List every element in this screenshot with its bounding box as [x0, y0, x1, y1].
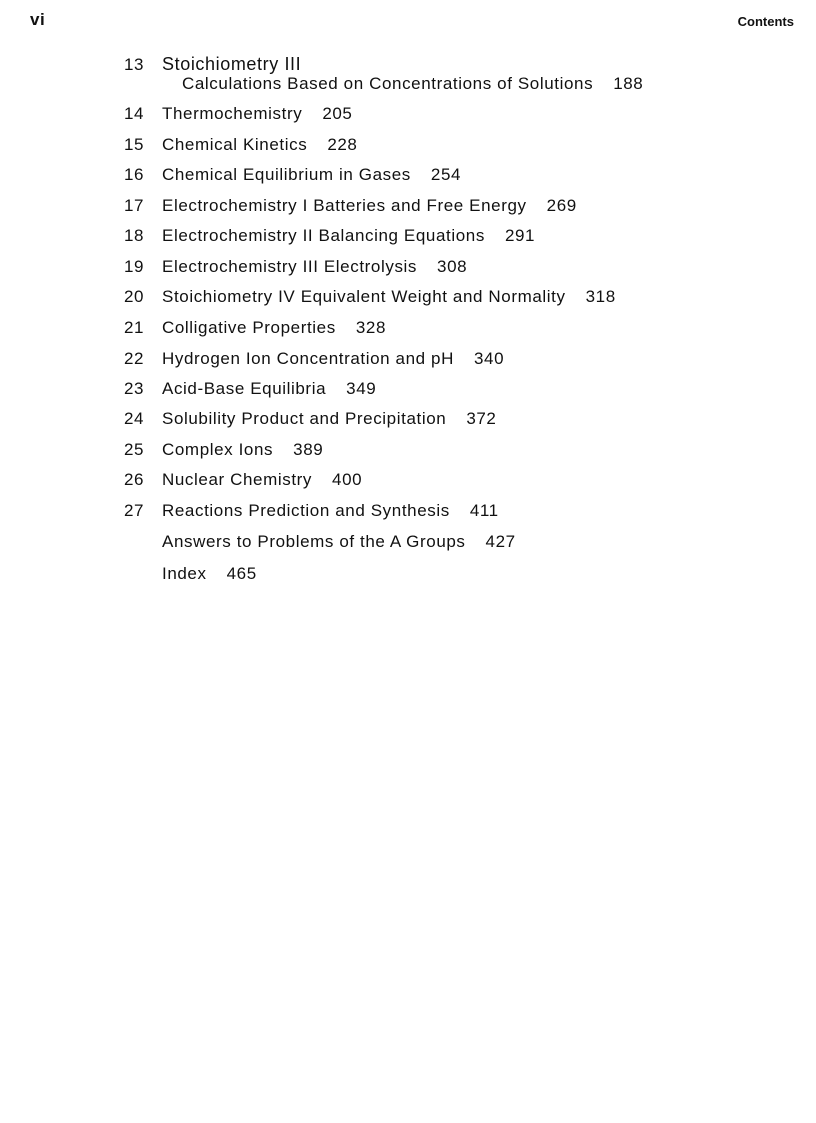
chapter-number: 18 [124, 226, 145, 245]
toc-entry-15 [124, 135, 357, 155]
page-number: 427 [485, 532, 516, 551]
toc-entry-17 [124, 196, 577, 216]
chapter-title: Reactions Prediction and Synthesis [162, 501, 450, 520]
back-matter-title: Answers to Problems of the A Groups [162, 532, 466, 551]
chapter-title: Colligative Properties [162, 318, 336, 337]
page-number: 269 [546, 196, 577, 215]
toc-entry-16 [124, 165, 461, 185]
chapter-title: Stoichiometry III [162, 54, 302, 74]
running-head: Contents [737, 14, 794, 29]
page-number: 328 [355, 318, 387, 337]
toc-entry-13-subtitle [182, 74, 643, 94]
chapter-number: 15 [124, 135, 145, 154]
chapter-title: Electrochemistry I Batteries and Free Energy [162, 196, 527, 215]
chapter-title: Thermochemistry [162, 104, 303, 123]
chapter-number: 25 [124, 440, 145, 459]
chapter-title: Chemical Equilibrium in Gases [162, 165, 411, 184]
chapter-number: 13 [124, 55, 145, 74]
chapter-number: 27 [124, 501, 145, 520]
chapter-title: Complex Ions [162, 440, 274, 459]
page-number: 228 [327, 135, 358, 154]
chapter-number: 20 [124, 287, 145, 306]
toc-entry-25 [124, 440, 323, 460]
chapter-title: Electrochemistry II Balancing Equations [162, 226, 485, 245]
toc-entry-answers [162, 532, 516, 552]
page-number: 318 [585, 287, 616, 306]
chapter-number: 16 [124, 165, 145, 184]
page-number: 349 [346, 379, 377, 398]
chapter-title: Electrochemistry III Electrolysis [162, 257, 418, 276]
toc-entry-22 [124, 349, 504, 369]
chapter-number: 26 [124, 470, 145, 489]
chapter-title: Nuclear Chemistry [162, 470, 313, 489]
chapter-number: 23 [124, 379, 145, 398]
page-number: 308 [437, 257, 468, 276]
chapter-title: Stoichiometry IV Equivalent Weight and Normality [162, 287, 566, 306]
page-number: 389 [293, 440, 324, 459]
chapter-number: 19 [124, 257, 145, 276]
chapter-subtitle: Calculations Based on Concentrations of Solutions [182, 74, 594, 93]
chapter-title: Acid-Base Equilibria [162, 379, 327, 398]
chapter-number: 24 [124, 409, 145, 428]
toc-entry-14 [124, 104, 352, 124]
page-number: 400 [332, 470, 363, 489]
toc-entry-20 [124, 287, 616, 307]
chapter-number: 22 [124, 349, 145, 368]
toc-entry-18 [124, 226, 535, 246]
chapter-title: Solubility Product and Precipitation [162, 409, 447, 428]
chapter-number: 14 [124, 104, 145, 123]
toc-entry-index [162, 564, 257, 584]
page-number: 465 [226, 564, 257, 583]
toc-entry-23 [124, 379, 376, 399]
chapter-number: 21 [124, 318, 145, 337]
toc-entry-24 [124, 409, 496, 429]
chapter-number: 17 [124, 196, 145, 215]
toc-entry-13 [124, 54, 301, 75]
page-number: 205 [322, 104, 353, 123]
toc-entry-27 [124, 501, 499, 521]
page-number: 340 [473, 349, 505, 368]
page-number: 291 [504, 226, 536, 245]
toc-entry-19 [124, 257, 467, 277]
chapter-title: Hydrogen Ion Concentration and pH [162, 349, 454, 368]
toc-entry-26 [124, 470, 362, 490]
page-number: 372 [466, 409, 497, 428]
page-number: 188 [613, 74, 644, 93]
chapter-title: Chemical Kinetics [162, 135, 308, 154]
back-matter-title: Index [162, 564, 207, 583]
page-number: 254 [430, 165, 462, 184]
toc-entry-21 [124, 318, 386, 338]
page-number: 411 [469, 501, 499, 520]
page-folio: vi [30, 10, 46, 29]
